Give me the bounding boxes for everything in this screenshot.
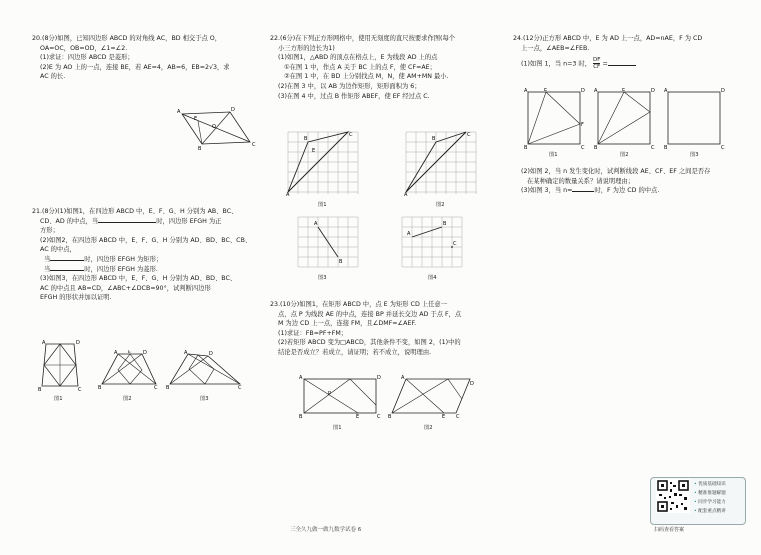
q23-part2: (2)若矩形 ABCD 变为□ABCD，其他条件不变，如图 2，(1)中的 (278, 339, 461, 347)
q22-line2: 小三方形的边长为1) (278, 44, 335, 52)
q24-line2: 上一点，∠AEB=∠FEB. (521, 44, 590, 52)
q21-line2b: 时，四边形 EFGH 为正 (156, 217, 222, 225)
svg-text:D: D (76, 340, 80, 346)
svg-text:D: D (651, 88, 655, 94)
q23-figure1 (298, 375, 382, 419)
svg-text:D: D (231, 107, 235, 113)
svg-text:B: B (524, 145, 528, 150)
svg-text:A: A (407, 231, 411, 237)
q24-part2b: 在某种确定的数量关系？请说明理由； (527, 177, 635, 185)
q22-caption3: 图3 (318, 275, 327, 281)
q21-title: 21.(8分)(1)如图1，在四边形 ABCD 中，E、F、G、H 分别为 AB、BC、 (32, 208, 238, 215)
column-middle (270, 34, 500, 101)
q22-grid4 (400, 215, 466, 269)
rhombus-diagram (176, 106, 256, 150)
column-left (32, 34, 254, 82)
q23-line3: M 为边 CD 上一点，连接 FM，且∠DMF=∠AEF. (278, 320, 417, 328)
q24-caption3: 图3 (690, 152, 699, 158)
svg-text:E: E (128, 350, 131, 355)
q21-caption1: 图1 (54, 396, 63, 402)
q24-part1 (521, 57, 735, 70)
page-footer: 三全久九做一做九数学试卷 6 (290, 527, 362, 533)
q24-figure1 (524, 88, 586, 150)
q21-part3b: AC 的中点且 AB=CD，∠ABC+∠DCB=90°，试判断四边形 (40, 284, 211, 292)
q22-grid3 (296, 215, 362, 269)
qr-feature-list (694, 480, 726, 516)
svg-text:E: E (312, 148, 316, 154)
q24-part3a: (3)如图 3，当 n= (521, 187, 573, 195)
q24-part3b: 时，F 为边 CD 的中点. (594, 187, 660, 195)
q22-part1: (1)如图1，△ABD 的顶点在格点上，E 为线段 AD 上的点 (278, 54, 438, 62)
square-diagram-3 (664, 88, 726, 150)
svg-text:C: C (721, 145, 725, 150)
q22-part3: (3)在图 4 中，过点 B 作矩形 ABEF，使 EF 经过点 C. (278, 92, 430, 100)
svg-text:D: D (470, 381, 474, 387)
svg-text:B: B (198, 146, 202, 150)
q24-blank1 (608, 65, 636, 66)
svg-text:B: B (166, 385, 170, 390)
qr-feature-item: • 同步学习能力 (694, 498, 726, 507)
svg-text:A: A (664, 88, 668, 94)
q24-figure3 (664, 88, 726, 150)
svg-text:B: B (664, 145, 668, 150)
grid-diagram-3 (296, 215, 362, 269)
qr-feature-item: • 精准推题解题 (694, 489, 726, 498)
q21-figure1 (38, 340, 82, 392)
svg-text:P: P (328, 391, 332, 397)
q21-blank2 (50, 260, 84, 261)
svg-text:C: C (154, 385, 158, 390)
q21-when2 (44, 265, 254, 275)
q21-block (32, 207, 254, 303)
svg-text:C: C (377, 414, 381, 419)
svg-text:C: C (78, 387, 82, 392)
svg-text:E: E (544, 88, 548, 93)
q23-part1: (1)求证：FB=PF+FM； (278, 329, 348, 337)
svg-text:E: E (194, 116, 198, 122)
q20-figure (176, 106, 256, 150)
q21-blank3 (50, 270, 84, 271)
q23-caption1: 图1 (333, 425, 342, 431)
svg-text:A: A (114, 350, 118, 356)
svg-text:C: C (467, 132, 471, 138)
q22-caption1: 图1 (318, 202, 327, 208)
q23-block (270, 300, 500, 358)
q21-caption3: 图3 (200, 396, 209, 402)
svg-text:C: C (349, 132, 353, 138)
q21-part3c: EFGH 的形状并加以证明. (40, 294, 112, 302)
svg-text:D: D (209, 351, 213, 357)
q23-part2b: 结论是否成立？若成立，请证明；若不成立，说明理由. (278, 348, 432, 356)
svg-text:A: A (184, 350, 188, 356)
q22-part2: (2)在图 3 中，以 AB 为边作矩形，矩形面积为 6； (278, 82, 421, 90)
q21-diagram1 (38, 340, 82, 392)
q21-line2 (40, 217, 254, 227)
svg-text:B: B (443, 221, 447, 227)
svg-text:O: O (212, 124, 216, 130)
q22-caption2: 图2 (436, 202, 445, 208)
svg-text:D: D (377, 375, 381, 381)
q21-blank1 (98, 222, 156, 223)
q20-part2: (2)E 为 AO 上的一点，连接 BE，若 AE=4，AB=6，EB=2√3，求 (40, 63, 230, 71)
svg-text:C: C (456, 414, 460, 419)
q21-part2b: AC 的中点， (40, 246, 76, 254)
q23-title: 23.(10分)如图1，在矩形 ABCD 中，点 E 为矩形 CD 上任意一 (270, 301, 447, 308)
grid-diagram-1 (286, 130, 364, 196)
square-diagram-1 (524, 88, 586, 150)
svg-text:B: B (594, 145, 598, 150)
svg-text:A: A (42, 340, 46, 346)
q21-when1b: 时，四边形 EFGH 为矩形； (84, 255, 163, 263)
q21-part2: (2)如图2，在四边形 ABCD 中，E、F、G、H 分别为 AD、BD、BC、CB、 (40, 236, 252, 244)
fraction-df-cf (593, 57, 600, 70)
q21-when1a: 当 (44, 255, 51, 263)
q23-caption2: 图2 (424, 425, 433, 431)
svg-text:B: B (304, 136, 308, 142)
q24-part1a: (1)如图 1，当 n=3 时， (521, 60, 591, 68)
grid-diagram-2 (404, 130, 482, 196)
qr-code-icon[interactable] (656, 479, 690, 517)
q22-title: 22.(6分)在下列正方形网格中，使用无刻度的直尺按要求作图(每个 (270, 35, 456, 42)
qr-feature-item: • 配套重点精讲 (694, 507, 726, 516)
svg-text:C: C (651, 145, 655, 150)
q21-line2a: CD、AD 的中点，当 (40, 217, 99, 225)
svg-text:C: C (252, 142, 256, 148)
svg-text:A: A (177, 109, 181, 115)
svg-text:B: B (388, 414, 392, 419)
svg-text:A: A (299, 375, 303, 381)
q22-part1b: ②在图 1 中，在 BD 上分别找点 M，N，使 AM+MN 最小. (284, 73, 449, 81)
svg-text:C: C (453, 241, 457, 247)
qr-label: 扫码查看答案 (654, 527, 685, 533)
q20-line2: OA=OC，OB=OD，∠1=∠2. (40, 44, 128, 52)
svg-text:B: B (339, 259, 343, 265)
parallelogram-diagram (388, 375, 474, 419)
svg-text:C: C (581, 145, 585, 150)
square-diagram-2 (594, 88, 656, 150)
column-right (513, 34, 735, 70)
fraction-top: DF (593, 57, 601, 64)
q21-diagram3 (166, 350, 244, 390)
q21-diagram2 (98, 350, 160, 390)
q20-title: 20.(8分)如图，已知四边形 ABCD 的对角线 AC，BD 相交于点 O， (32, 35, 222, 42)
q24-part1b: = (602, 60, 608, 68)
svg-text:A: A (524, 88, 528, 94)
q24-caption1: 图1 (549, 152, 558, 158)
fraction-bottom: CF (593, 64, 601, 71)
q21-when2b: 时，四边形 EFGH 为菱形. (84, 265, 158, 273)
q24-part3 (521, 186, 735, 196)
svg-text:F: F (581, 122, 584, 128)
svg-text:B: B (432, 136, 436, 142)
qr-feature-item: • 优质基础知识 (694, 480, 726, 489)
q22-grid2 (404, 130, 482, 196)
q21-when2a: 当 (44, 265, 51, 273)
svg-text:C: C (238, 385, 242, 390)
svg-text:D: D (143, 350, 147, 356)
q21-line3: 方形； (40, 227, 59, 235)
q21-figure3 (166, 350, 244, 390)
q24-caption2: 图2 (620, 152, 629, 158)
svg-text:B: B (299, 414, 303, 419)
q20-part1: (1)求证：四边形 ABCD 是菱形； (40, 54, 134, 62)
q21-caption2: 图2 (123, 396, 132, 402)
q24-part2: (2)如图 2，当 n 发生变化时，试判断线段 AE、CF、EF 之间是否存 (521, 168, 711, 175)
q22-part1a: ①在图 1 中，作点 A 关于 BC 上的点 F，使 CF=AE； (284, 63, 436, 71)
rectangle-diagram (298, 375, 382, 419)
svg-text:A: A (286, 192, 290, 196)
svg-text:A: A (401, 375, 405, 381)
svg-text:A: A (314, 221, 318, 227)
q23-line2: 点，点 P 为线段 AE 的中点，连接 BP 并延长交边 AD 于点 F，点 (278, 310, 462, 318)
q20-part2b: AC 的长. (40, 73, 66, 81)
q21-when1 (44, 255, 254, 265)
q23-figure2 (388, 375, 474, 419)
q21-figure2 (98, 350, 160, 390)
q22-caption4: 图4 (428, 275, 437, 281)
q21-part3: (3)如图3，在四边形 ABCD 中，E、F、G、H 分别为 AD、BD、BC、 (40, 275, 237, 283)
svg-text:E: E (442, 414, 446, 419)
svg-text:B: B (98, 385, 102, 390)
grid-diagram-4 (400, 215, 466, 269)
svg-text:E: E (356, 414, 360, 419)
q24-title: 24.(12分)正方形 ABCD 中，E 为 AD 上一点，AD=nAE，F 为 CD (513, 35, 703, 42)
svg-text:D: D (581, 88, 585, 94)
svg-text:B: B (38, 387, 42, 392)
q24-blank2 (572, 191, 594, 192)
svg-text:E: E (622, 88, 626, 93)
q24-block-lower (513, 167, 735, 196)
svg-text:A: A (404, 192, 408, 196)
q22-grid1 (286, 130, 364, 196)
svg-text:A: A (594, 88, 598, 94)
q24-figure2 (594, 88, 656, 150)
svg-text:D: D (721, 88, 725, 94)
